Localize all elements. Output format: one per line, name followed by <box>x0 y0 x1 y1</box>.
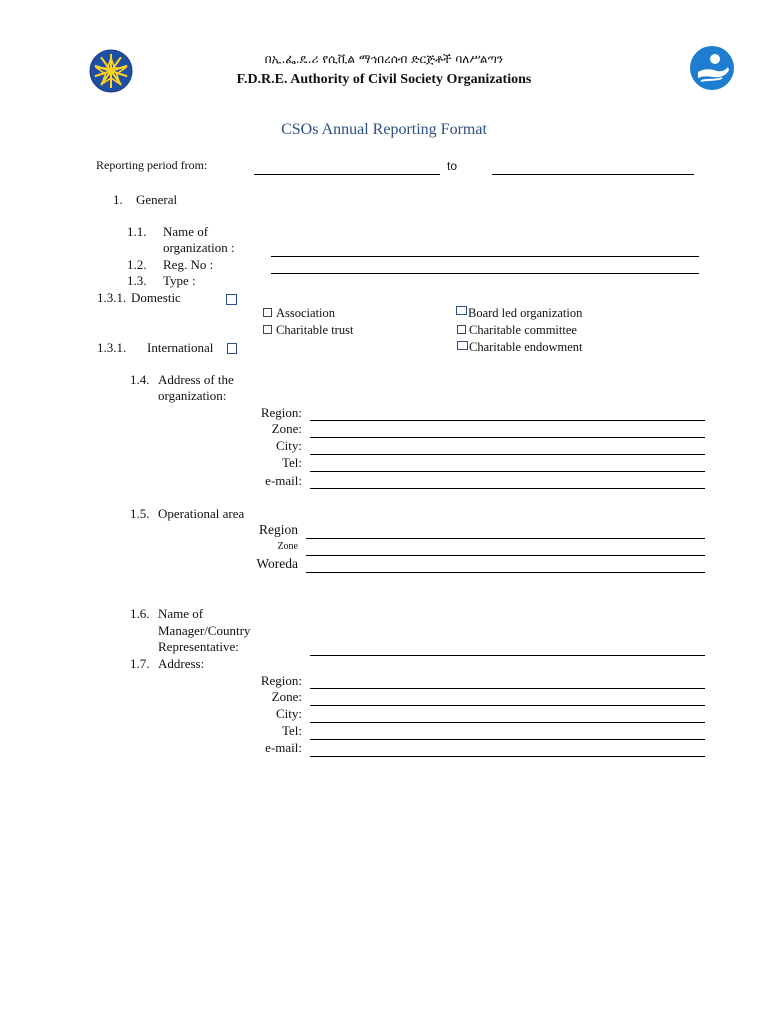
association-checkbox[interactable] <box>263 308 272 317</box>
operational-number: 1.5. <box>130 506 150 521</box>
type-number: 1.3. <box>127 273 147 288</box>
op-woreda-label: Woreda <box>256 556 298 571</box>
org-city-field[interactable] <box>310 454 705 455</box>
manager-label-3: Representative: <box>158 639 239 654</box>
mgr-tel-field[interactable] <box>310 739 705 740</box>
charitable-committee-checkbox[interactable] <box>457 325 466 334</box>
op-woreda-field[interactable] <box>306 572 705 573</box>
board-led-label: Board led organization <box>468 306 583 320</box>
org-name-field[interactable] <box>271 256 699 257</box>
mgr-region-field[interactable] <box>310 688 705 689</box>
mgr-tel-label: Tel: <box>281 723 302 738</box>
org-name-number: 1.1. <box>127 224 147 239</box>
org-region-label: Region: <box>260 405 302 420</box>
org-zone-label: Zone: <box>271 421 302 436</box>
period-to-label: to <box>447 159 458 173</box>
mgr-region-label: Region: <box>260 673 302 688</box>
reporting-period-label: Reporting period from: <box>96 158 208 172</box>
form-title: CSOs Annual Reporting Format <box>281 121 487 138</box>
org-zone-field[interactable] <box>310 437 705 438</box>
authority-name: F.D.R.E. Authority of Civil Society Organizations <box>236 72 532 87</box>
op-zone-field[interactable] <box>306 555 705 556</box>
org-region-field[interactable] <box>310 420 705 421</box>
org-address-number: 1.4. <box>130 372 150 387</box>
org-name-label-2: organization : <box>163 240 235 255</box>
mgr-zone-label: Zone: <box>271 689 302 704</box>
org-address-label-1: Address of the <box>158 372 234 387</box>
op-zone-label: Zone <box>277 541 298 552</box>
domestic-label: Domestic <box>131 290 181 305</box>
mgr-zone-field[interactable] <box>310 705 705 706</box>
charitable-committee-label: Charitable committee <box>469 323 577 337</box>
operational-label: Operational area <box>158 506 245 521</box>
manager-label-1: Name of <box>158 606 204 621</box>
org-tel-label: Tel: <box>281 455 302 470</box>
org-email-label: e-mail: <box>265 473 302 488</box>
international-number: 1.3.1. <box>97 340 127 355</box>
op-region-field[interactable] <box>306 538 705 539</box>
international-label: International <box>147 340 214 355</box>
charitable-endowment-checkbox[interactable] <box>457 341 468 350</box>
manager-name-field[interactable] <box>310 655 705 656</box>
domestic-number: 1.3.1. <box>97 290 127 305</box>
org-email-field[interactable] <box>310 488 705 489</box>
board-led-checkbox[interactable] <box>456 306 467 315</box>
org-tel-field[interactable] <box>310 471 705 472</box>
address-label: Address: <box>158 656 205 671</box>
charitable-endowment-label: Charitable endowment <box>469 340 583 354</box>
reg-no-label: Reg. No : <box>163 257 214 272</box>
type-label: Type : <box>163 273 196 288</box>
mgr-email-label: e-mail: <box>265 740 302 755</box>
section-number: 1. <box>113 192 123 207</box>
period-to-field[interactable] <box>492 174 694 175</box>
org-name-label-1: Name of <box>163 224 209 239</box>
mgr-city-label: City: <box>275 706 302 721</box>
manager-number: 1.6. <box>130 606 150 621</box>
amharic-header: በኢ.ፌ.ዴ.ሪ የሲቪል ማኅበረሰብ ድርጅቶች ባለሥልጣን <box>264 52 504 66</box>
org-address-label-2: organization: <box>158 388 227 403</box>
address-number: 1.7. <box>130 656 150 671</box>
mgr-city-field[interactable] <box>310 722 705 723</box>
op-region-label: Region <box>259 522 298 537</box>
domestic-checkbox[interactable] <box>226 294 237 305</box>
charitable-trust-checkbox[interactable] <box>263 325 272 334</box>
reg-no-number: 1.2. <box>127 257 147 272</box>
reg-no-field[interactable] <box>271 273 699 274</box>
charitable-trust-label: Charitable trust <box>276 323 354 337</box>
section-heading: General <box>136 192 178 207</box>
mgr-email-field[interactable] <box>310 756 705 757</box>
manager-label-2: Manager/Country <box>158 623 251 638</box>
international-checkbox[interactable] <box>227 343 237 354</box>
org-city-label: City: <box>275 438 302 453</box>
association-label: Association <box>276 306 336 320</box>
period-from-field[interactable] <box>254 174 440 175</box>
